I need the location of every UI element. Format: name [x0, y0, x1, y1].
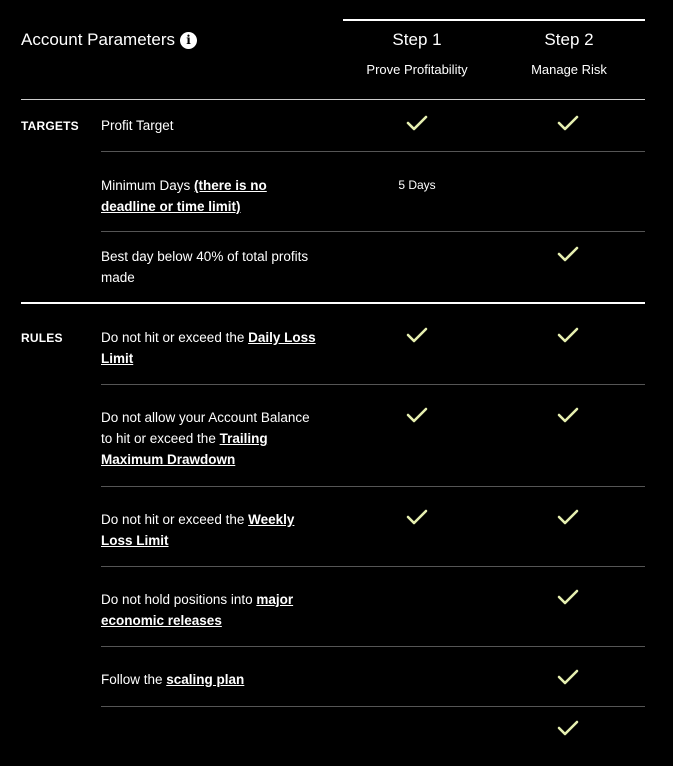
best-day-label: Best day below 40% of total profits made: [101, 249, 309, 285]
step1-header: [347, 30, 487, 77]
row-divider: [101, 231, 645, 232]
targets-section-label: TARGETS: [21, 119, 79, 133]
account-parameters-title: [21, 30, 197, 50]
daily-loss-limit-link[interactable]: Daily Loss Limit: [101, 330, 316, 366]
economic-releases-step2-check-icon: [538, 589, 598, 605]
daily-loss-text: Do not hit or exceed the: [101, 330, 249, 345]
step1-title: Step 1: [392, 30, 442, 49]
info-icon[interactable]: i: [180, 32, 197, 49]
trailing-drawdown-text: Do not allow your Account Balance to hit or exceed the: [101, 410, 310, 446]
scaling-plan-text: Follow the: [101, 672, 167, 687]
minimum-days-step1-value: 5 Days: [398, 178, 436, 192]
economic-releases-text: Do not hold positions into: [101, 592, 257, 607]
scaling-plan-link[interactable]: scaling plan: [166, 672, 245, 687]
top-divider: [343, 19, 645, 21]
daily-loss-label: [101, 327, 321, 369]
section-divider: [21, 302, 645, 304]
daily-loss-step2-check-icon: [538, 327, 598, 343]
step1-subtitle: Prove Profitability: [366, 62, 468, 77]
trailing-drawdown-label: [101, 407, 321, 470]
weekly-loss-step1-check-icon: [387, 509, 447, 525]
row-divider: [101, 486, 645, 487]
row-divider: [101, 151, 645, 152]
weekly-loss-step2-check-icon: [538, 509, 598, 525]
profit-target-step1-check-icon: [387, 115, 447, 131]
page-title: Account Parameters: [21, 30, 176, 49]
row-divider: [101, 384, 645, 385]
last-row-step2-check-icon: [538, 720, 598, 736]
profit-target-step2-check-icon: [538, 115, 598, 131]
economic-releases-label: [101, 589, 321, 631]
scaling-plan-step2-check-icon: [538, 669, 598, 685]
row-divider: [101, 566, 645, 567]
trailing-drawdown-step1-check-icon: [387, 407, 447, 423]
row-divider: [101, 706, 645, 707]
step2-subtitle: Manage Risk: [531, 62, 607, 77]
no-deadline-link[interactable]: (there is no deadline or time limit): [101, 178, 267, 214]
weekly-loss-limit-link[interactable]: Weekly Loss Limit: [101, 512, 295, 548]
best-day-step2-check-icon: [538, 246, 598, 262]
header-divider: [21, 99, 645, 100]
minimum-days-label: [101, 175, 321, 217]
trailing-max-drawdown-link[interactable]: Trailing Maximum Drawdown: [101, 431, 268, 467]
row-divider: [101, 646, 645, 647]
step2-header: [499, 30, 639, 77]
rules-section-label: RULES: [21, 331, 63, 345]
step2-title: Step 2: [544, 30, 594, 49]
trailing-drawdown-step2-check-icon: [538, 407, 598, 423]
minimum-days-text: Minimum Days: [101, 178, 195, 193]
weekly-loss-label: [101, 509, 321, 551]
profit-target-label: Profit Target: [101, 118, 174, 133]
weekly-loss-text: Do not hit or exceed the: [101, 512, 249, 527]
daily-loss-step1-check-icon: [387, 327, 447, 343]
scaling-plan-label: [101, 669, 321, 690]
major-economic-releases-link[interactable]: major economic releases: [101, 592, 294, 628]
